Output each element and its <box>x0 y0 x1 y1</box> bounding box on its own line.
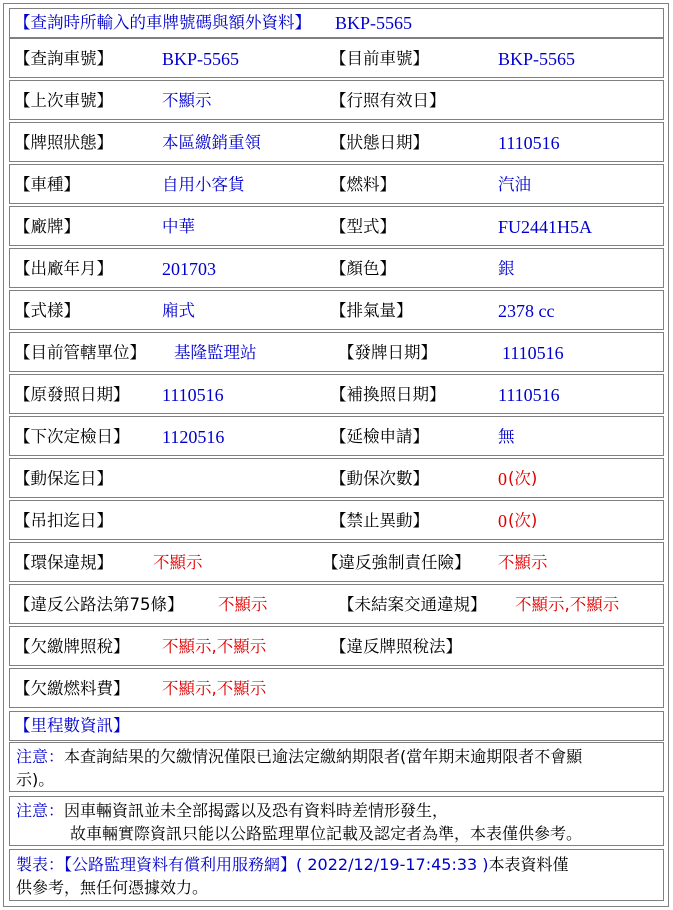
field-label: 【目前管轄單位】 <box>14 343 146 362</box>
table-row <box>9 584 664 624</box>
field-label: 【排氣量】 <box>330 301 413 320</box>
count-unit: (次) <box>508 469 538 488</box>
field-label: 【欠繳燃料費】 <box>14 679 130 698</box>
note-1-text <box>16 745 656 791</box>
table-row <box>9 248 664 288</box>
field-value: 1110516 <box>498 133 560 153</box>
note-3-line2: 供參考，無任何憑據效力。 <box>16 878 209 897</box>
table-row <box>9 416 664 456</box>
title-plate: BKP-5565 <box>335 13 413 33</box>
note-3-row <box>9 849 664 901</box>
field-value: 不顯示 <box>153 553 203 572</box>
field-label: 【動保次數】 <box>330 469 429 488</box>
field-value: 1120516 <box>162 427 225 447</box>
field-label: 【式樣】 <box>14 301 80 320</box>
table-row <box>9 668 664 708</box>
field-label: 【牌照狀態】 <box>14 133 113 152</box>
field-label: 【燃料】 <box>330 175 396 194</box>
note-1-line1: 本查詢結果的欠繳情況僅限已逾法定繳納期限者(當年期末逾期限者不會顯 <box>64 747 583 766</box>
field-label: 【未結案交通違規】 <box>338 595 487 614</box>
field-value: 不顯示 <box>498 553 548 572</box>
field-value: 廂式 <box>162 301 195 320</box>
table-row <box>9 290 664 330</box>
table-row <box>9 332 664 372</box>
table-row <box>9 374 664 414</box>
field-label: 【上次車號】 <box>14 91 113 110</box>
field-label: 【違反強制責任險】 <box>322 553 471 572</box>
field-value: 無 <box>498 427 515 446</box>
mileage-label: 【里程數資訊】 <box>14 716 130 735</box>
note-3-text <box>16 853 569 899</box>
table-row <box>9 164 664 204</box>
field-value: 銀 <box>498 259 515 278</box>
table-row <box>9 500 664 540</box>
note-3-tail: 本表資料僅 <box>488 855 569 874</box>
table-row <box>9 80 664 120</box>
field-value: 2378 cc <box>498 301 555 321</box>
field-label: 【目前車號】 <box>330 49 429 68</box>
field-label: 【發牌日期】 <box>338 343 437 362</box>
field-value: 不顯示 <box>218 595 268 614</box>
field-label: 【查詢車號】 <box>14 49 113 68</box>
field-label: 【動保迄日】 <box>14 469 113 488</box>
note-2-line2: 故車輛實際資訊只能以公路監理單位記載及認定者為準，本表僅供參考。 <box>70 824 583 843</box>
field-value: 不顯示 <box>162 91 212 110</box>
table-row <box>9 38 664 78</box>
note-1-line2: 示)。 <box>16 770 55 789</box>
field-label: 【狀態日期】 <box>330 133 429 152</box>
field-label: 【顏色】 <box>330 259 396 278</box>
field-label: 【違反公路法第75條】 <box>14 595 184 614</box>
field-value: 基隆監理站 <box>174 343 257 362</box>
field-value: 不顯示,不顯示 <box>162 637 267 656</box>
field-value: 不顯示,不顯示 <box>162 679 267 698</box>
note-3-source: 【公路監理資料有償利用服務網】 <box>64 855 297 874</box>
field-label: 【禁止異動】 <box>330 511 429 530</box>
field-value: 1110516 <box>502 343 564 363</box>
field-label: 【車種】 <box>14 175 80 194</box>
title-label: 【查詢時所輸入的車牌號碼與額外資料】 <box>14 13 311 32</box>
note-2-row <box>9 796 664 846</box>
field-label: 【型式】 <box>330 217 396 236</box>
field-label: 【下次定檢日】 <box>14 427 130 446</box>
field-value: 不顯示,不顯示 <box>515 595 620 614</box>
field-label: 【違反牌照稅法】 <box>330 637 462 656</box>
field-value: FU2441H5A <box>498 217 593 237</box>
note-3-timestamp: ( 2022/12/19-17:45:33 ) <box>296 855 489 874</box>
field-label: 【環保違規】 <box>14 553 113 572</box>
count-unit: (次) <box>508 511 538 530</box>
field-label: 【廠牌】 <box>14 217 80 236</box>
mileage-row <box>9 711 664 741</box>
note-2-label: 注意： <box>16 801 65 820</box>
field-label: 【吊扣迄日】 <box>14 511 113 530</box>
note-2-line1: 因車輛資訊並未全部揭露以及恐有資料時差情形發生， <box>64 801 449 820</box>
table-row <box>9 626 664 666</box>
field-value: 自用小客貨 <box>162 175 245 194</box>
field-label: 【延檢申請】 <box>330 427 429 446</box>
note-1-label: 注意： <box>16 747 65 766</box>
title-row <box>9 8 664 38</box>
table-row <box>9 458 664 498</box>
count-value: 0 <box>498 511 507 531</box>
field-value: 1110516 <box>162 385 224 405</box>
field-value: 本區繳銷重領 <box>162 133 261 152</box>
field-label: 【原發照日期】 <box>14 385 130 404</box>
field-label: 【欠繳牌照稅】 <box>14 637 130 656</box>
field-value: 201703 <box>162 259 216 279</box>
table-row <box>9 542 664 582</box>
field-value: 汽油 <box>498 175 531 194</box>
field-label: 【補換照日期】 <box>330 385 446 404</box>
field-value: 1110516 <box>498 385 560 405</box>
field-value: BKP-5565 <box>162 49 240 69</box>
count-value: 0 <box>498 469 507 489</box>
table-row <box>9 206 664 246</box>
note-3-label: 製表： <box>16 855 65 874</box>
field-value: 中華 <box>162 217 195 236</box>
field-value: BKP-5565 <box>498 49 576 69</box>
table-row <box>9 122 664 162</box>
field-label: 【行照有效日】 <box>330 91 446 110</box>
vehicle-info-table <box>3 3 669 907</box>
note-1-row <box>9 742 664 792</box>
note-2-text <box>16 799 582 845</box>
field-label: 【出廠年月】 <box>14 259 113 278</box>
